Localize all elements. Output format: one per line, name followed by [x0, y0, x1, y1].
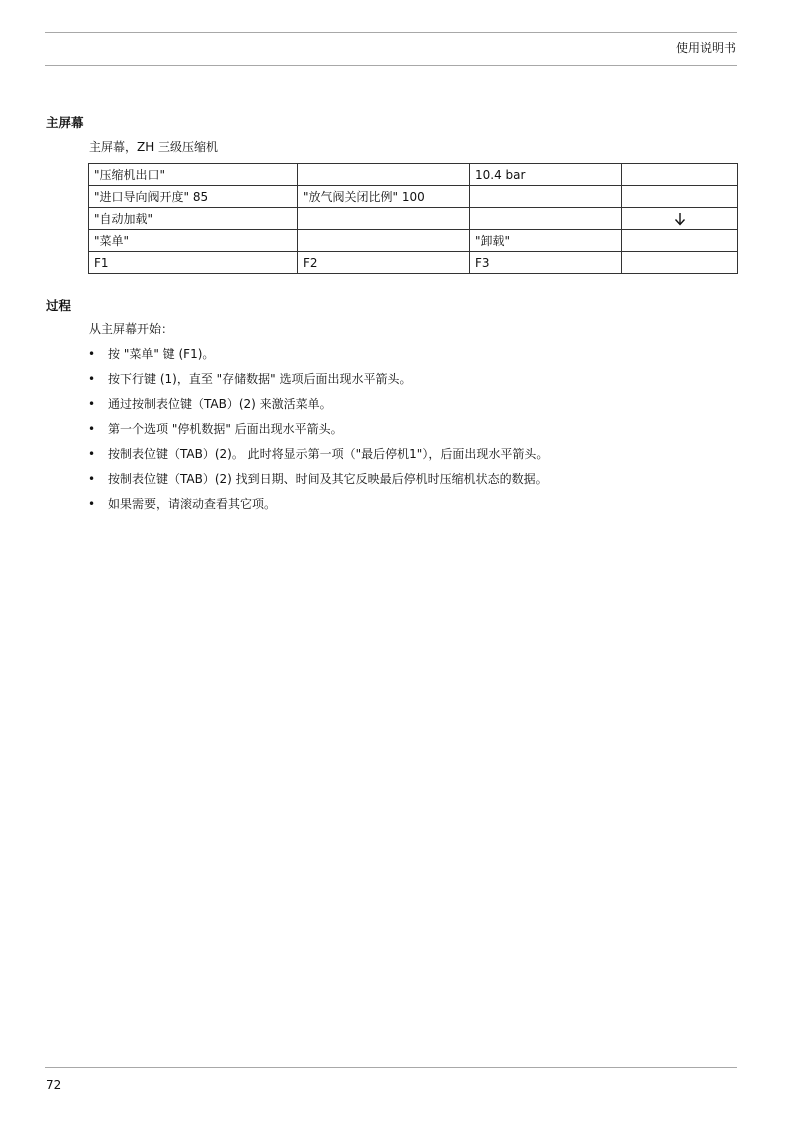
step-text: 按下行键 (1)，直至 "存储数据" 选项后面出现水平箭头。: [108, 372, 412, 386]
procedure-steps-list: [88, 346, 548, 521]
table-cell: [470, 186, 622, 208]
table-cell: "卸载": [470, 230, 622, 252]
table-cell: [298, 164, 470, 186]
table-row: [89, 208, 738, 230]
bullet-icon: •: [88, 397, 96, 411]
bullet-icon: •: [88, 347, 96, 361]
list-item: [88, 346, 548, 371]
step-text: 按 "菜单" 键 (F1)。: [108, 347, 215, 361]
step-text: 第一个选项 "停机数据" 后面出现水平箭头。: [108, 422, 343, 436]
table-cell: [298, 208, 470, 230]
table-cell: 10.4 bar: [470, 164, 622, 186]
table-row: [89, 164, 738, 186]
table-cell: "自动加载": [89, 208, 298, 230]
table-row: [89, 252, 738, 274]
table-cell: F1: [89, 252, 298, 274]
procedure-intro: 从主屏幕开始：: [89, 322, 174, 336]
header-top-rule: [45, 32, 737, 33]
step-text: 如果需要，请滚动查看其它项。: [108, 497, 277, 511]
list-item: [88, 396, 548, 421]
main-screen-heading: 主屏幕: [46, 115, 84, 130]
header-title: 使用说明书: [675, 41, 736, 55]
table-cell: F3: [470, 252, 622, 274]
bullet-icon: •: [88, 372, 96, 386]
table-cell: "放气阀关闭比例" 100: [298, 186, 470, 208]
bullet-icon: •: [88, 422, 96, 436]
bullet-icon: •: [88, 497, 96, 511]
step-text: 通过按制表位键（TAB）(2) 来激活菜单。: [108, 397, 332, 411]
header-bottom-rule: [45, 65, 737, 66]
table-cell: [622, 208, 738, 230]
list-item: [88, 496, 548, 521]
list-item: [88, 421, 548, 446]
step-text: 按制表位键（TAB）(2) 找到日期、时间及其它反映最后停机时压缩机状态的数据。: [108, 472, 548, 486]
arrow-down-icon: [674, 212, 686, 226]
list-item: [88, 446, 548, 471]
table-cell: [298, 230, 470, 252]
main-screen-intro: 主屏幕，ZH 三级压缩机: [89, 140, 219, 154]
table-cell: [622, 230, 738, 252]
table-row: [89, 230, 738, 252]
table-cell: "进口导向阀开度" 85: [89, 186, 298, 208]
table-cell: "菜单": [89, 230, 298, 252]
procedure-heading: 过程: [46, 298, 72, 313]
list-item: [88, 371, 548, 396]
footer-rule: [45, 1067, 737, 1068]
main-screen-table: [88, 163, 738, 274]
table-cell: [622, 186, 738, 208]
table-cell: F2: [298, 252, 470, 274]
table-cell: [622, 252, 738, 274]
table-row: [89, 186, 738, 208]
table-cell: [622, 164, 738, 186]
table-cell: [470, 208, 622, 230]
bullet-icon: •: [88, 472, 96, 486]
list-item: [88, 471, 548, 496]
bullet-icon: •: [88, 447, 96, 461]
table-cell: "压缩机出口": [89, 164, 298, 186]
page-number: 72: [46, 1078, 62, 1092]
step-text: 按制表位键（TAB）(2)。 此时将显示第一项（"最后停机1"），后面出现水平箭头。: [108, 447, 549, 461]
